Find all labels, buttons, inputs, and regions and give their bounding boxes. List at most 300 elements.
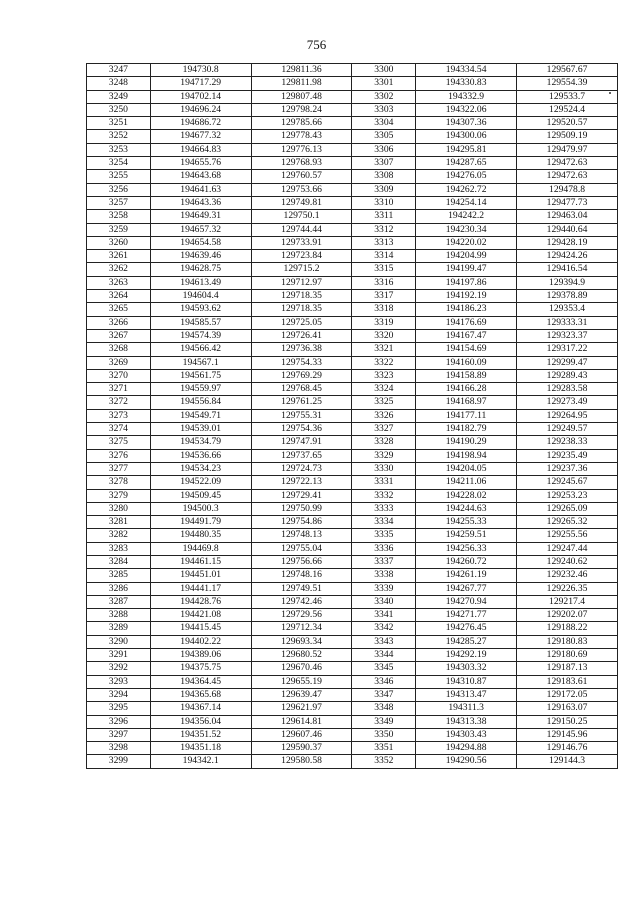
y-coordinate-right: 129472.63: [517, 170, 618, 183]
y-coordinate-right: 129249.57: [517, 423, 618, 436]
x-coordinate-left: 194469.8: [150, 542, 251, 555]
point-number-right: 3326: [352, 409, 416, 422]
y-coordinate-right: 129440.64: [517, 223, 618, 236]
x-coordinate-left: 194730.8: [150, 64, 251, 77]
point-number-left: 3263: [87, 276, 151, 289]
x-coordinate-right: 194276.05: [416, 170, 517, 183]
point-number-left: 3248: [87, 77, 151, 90]
y-coordinate-right: 129479.97: [517, 143, 618, 156]
y-coordinate-right: 129187.13: [517, 662, 618, 675]
table-row: [87, 170, 618, 183]
y-coordinate-left: 129736.38: [251, 343, 352, 356]
y-coordinate-left: 129756.66: [251, 555, 352, 568]
point-number-right: 3311: [352, 210, 416, 223]
point-number-right: 3341: [352, 609, 416, 622]
x-coordinate-left: 194702.14: [150, 90, 251, 103]
x-coordinate-left: 194559.97: [150, 383, 251, 396]
y-coordinate-left: 129750.1: [251, 210, 352, 223]
y-coordinate-right: 129428.19: [517, 236, 618, 249]
point-number-right: 3336: [352, 542, 416, 555]
point-number-left: 3261: [87, 250, 151, 263]
y-coordinate-right: 129463.04: [517, 210, 618, 223]
y-coordinate-left: 129749.81: [251, 196, 352, 209]
point-number-left: 3272: [87, 396, 151, 409]
point-number-left: 3266: [87, 316, 151, 329]
point-number-left: 3249: [87, 90, 151, 103]
y-coordinate-right: 129567.67: [517, 64, 618, 77]
point-number-left: 3273: [87, 409, 151, 422]
point-number-left: 3275: [87, 436, 151, 449]
x-coordinate-right: 194334.54: [416, 64, 517, 77]
y-coordinate-right: 129144.3: [517, 755, 618, 768]
x-coordinate-right: 194332.9: [416, 90, 517, 103]
y-coordinate-left: 129778.43: [251, 130, 352, 143]
y-coordinate-right: 129353.4: [517, 303, 618, 316]
table-row: [87, 250, 618, 263]
y-coordinate-right: 129180.69: [517, 649, 618, 662]
x-coordinate-left: 194639.46: [150, 250, 251, 263]
point-number-right: 3308: [352, 170, 416, 183]
coordinates-table-body: [87, 64, 618, 769]
x-coordinate-left: 194441.17: [150, 582, 251, 595]
y-coordinate-right: 129145.96: [517, 728, 618, 741]
x-coordinate-left: 194389.06: [150, 649, 251, 662]
point-number-right: 3307: [352, 157, 416, 170]
table-row: [87, 423, 618, 436]
y-coordinate-left: 129760.57: [251, 170, 352, 183]
point-number-right: 3345: [352, 662, 416, 675]
x-coordinate-right: 194276.45: [416, 622, 517, 635]
table-row: [87, 183, 618, 196]
x-coordinate-left: 194509.45: [150, 489, 251, 502]
y-coordinate-right: 129477.73: [517, 196, 618, 209]
x-coordinate-right: 194303.32: [416, 662, 517, 675]
point-number-left: 3257: [87, 196, 151, 209]
point-number-left: 3291: [87, 649, 151, 662]
point-number-right: 3320: [352, 329, 416, 342]
point-number-left: 3258: [87, 210, 151, 223]
y-coordinate-right: 129317.22: [517, 343, 618, 356]
point-number-left: 3293: [87, 675, 151, 688]
point-number-left: 3295: [87, 702, 151, 715]
x-coordinate-left: 194415.45: [150, 622, 251, 635]
table-row: [87, 649, 618, 662]
y-coordinate-left: 129580.58: [251, 755, 352, 768]
x-coordinate-right: 194292.19: [416, 649, 517, 662]
point-number-left: 3279: [87, 489, 151, 502]
y-coordinate-left: 129723.84: [251, 250, 352, 263]
x-coordinate-left: 194500.3: [150, 502, 251, 515]
x-coordinate-right: 194166.28: [416, 383, 517, 396]
point-number-right: 3310: [352, 196, 416, 209]
y-coordinate-left: 129811.36: [251, 64, 352, 77]
x-coordinate-right: 194294.88: [416, 742, 517, 755]
x-coordinate-right: 194197.86: [416, 276, 517, 289]
table-row: [87, 622, 618, 635]
y-coordinate-right: 129472.63: [517, 157, 618, 170]
y-coordinate-right: 129217.4: [517, 595, 618, 608]
table-row: [87, 210, 618, 223]
point-number-left: 3282: [87, 529, 151, 542]
table-row: [87, 462, 618, 475]
point-number-right: 3313: [352, 236, 416, 249]
point-number-right: 3333: [352, 502, 416, 515]
x-coordinate-right: 194168.97: [416, 396, 517, 409]
table-row: [87, 609, 618, 622]
point-number-left: 3259: [87, 223, 151, 236]
point-number-right: 3322: [352, 356, 416, 369]
x-coordinate-right: 194254.14: [416, 196, 517, 209]
x-coordinate-right: 194330.83: [416, 77, 517, 90]
y-coordinate-left: 129614.81: [251, 715, 352, 728]
table-row: [87, 502, 618, 515]
x-coordinate-left: 194643.36: [150, 196, 251, 209]
x-coordinate-left: 194567.1: [150, 356, 251, 369]
point-number-right: 3327: [352, 423, 416, 436]
point-number-left: 3297: [87, 728, 151, 741]
point-number-right: 3347: [352, 688, 416, 701]
x-coordinate-right: 194230.34: [416, 223, 517, 236]
y-coordinate-left: 129769.29: [251, 369, 352, 382]
point-number-right: 3339: [352, 582, 416, 595]
table-row: [87, 742, 618, 755]
table-row: [87, 436, 618, 449]
table-row: [87, 476, 618, 489]
point-number-right: 3343: [352, 635, 416, 648]
x-coordinate-right: 194160.09: [416, 356, 517, 369]
point-number-left: 3276: [87, 449, 151, 462]
y-coordinate-right: 129299.47: [517, 356, 618, 369]
table-row: [87, 635, 618, 648]
point-number-right: 3323: [352, 369, 416, 382]
x-coordinate-right: 194307.36: [416, 117, 517, 130]
x-coordinate-right: 194311.3: [416, 702, 517, 715]
x-coordinate-left: 194534.23: [150, 462, 251, 475]
table-row: [87, 582, 618, 595]
x-coordinate-left: 194655.76: [150, 157, 251, 170]
x-coordinate-left: 194364.45: [150, 675, 251, 688]
y-coordinate-left: 129621.97: [251, 702, 352, 715]
y-coordinate-right: 129163.07: [517, 702, 618, 715]
x-coordinate-left: 194556.84: [150, 396, 251, 409]
point-number-left: 3299: [87, 755, 151, 768]
y-coordinate-right: 129240.62: [517, 555, 618, 568]
point-number-left: 3296: [87, 715, 151, 728]
point-number-right: 3337: [352, 555, 416, 568]
table-row: [87, 396, 618, 409]
x-coordinate-right: 194261.19: [416, 569, 517, 582]
point-number-right: 3344: [352, 649, 416, 662]
x-coordinate-left: 194365.68: [150, 688, 251, 701]
page-number: 756: [306, 37, 327, 52]
point-number-right: 3346: [352, 675, 416, 688]
point-number-right: 3324: [352, 383, 416, 396]
point-number-right: 3348: [352, 702, 416, 715]
table-row: [87, 236, 618, 249]
table-row: [87, 223, 618, 236]
y-coordinate-left: 129748.13: [251, 529, 352, 542]
point-number-right: 3309: [352, 183, 416, 196]
point-number-right: 3330: [352, 462, 416, 475]
x-coordinate-right: 194303.43: [416, 728, 517, 741]
y-coordinate-left: 129754.36: [251, 423, 352, 436]
point-number-right: 3300: [352, 64, 416, 77]
point-number-right: 3325: [352, 396, 416, 409]
point-number-left: 3247: [87, 64, 151, 77]
table-row: [87, 369, 618, 382]
y-coordinate-right: 129146.76: [517, 742, 618, 755]
y-coordinate-right: 129226.35: [517, 582, 618, 595]
point-number-left: 3289: [87, 622, 151, 635]
y-coordinate-left: 129729.41: [251, 489, 352, 502]
x-coordinate-left: 194628.75: [150, 263, 251, 276]
table-row: [87, 316, 618, 329]
point-number-right: 3350: [352, 728, 416, 741]
x-coordinate-left: 194613.49: [150, 276, 251, 289]
y-coordinate-right: 129289.43: [517, 369, 618, 382]
y-coordinate-right: 129416.54: [517, 263, 618, 276]
y-coordinate-left: 129722.13: [251, 476, 352, 489]
x-coordinate-right: 194158.89: [416, 369, 517, 382]
y-coordinate-left: 129755.31: [251, 409, 352, 422]
point-number-right: 3329: [352, 449, 416, 462]
point-number-right: 3334: [352, 516, 416, 529]
y-coordinate-right: 129478.8: [517, 183, 618, 196]
table-row: [87, 728, 618, 741]
x-coordinate-right: 194287.65: [416, 157, 517, 170]
point-number-left: 3274: [87, 423, 151, 436]
point-number-right: 3312: [352, 223, 416, 236]
x-coordinate-left: 194351.18: [150, 742, 251, 755]
point-number-left: 3269: [87, 356, 151, 369]
x-coordinate-right: 194313.38: [416, 715, 517, 728]
point-number-right: 3332: [352, 489, 416, 502]
table-row: [87, 356, 618, 369]
point-number-left: 3264: [87, 290, 151, 303]
point-number-right: 3314: [352, 250, 416, 263]
point-number-left: 3290: [87, 635, 151, 648]
y-coordinate-right: 129524.4: [517, 103, 618, 116]
point-number-left: 3280: [87, 502, 151, 515]
x-coordinate-left: 194402.22: [150, 635, 251, 648]
point-number-right: 3319: [352, 316, 416, 329]
x-coordinate-right: 194199.47: [416, 263, 517, 276]
x-coordinate-right: 194192.19: [416, 290, 517, 303]
x-coordinate-left: 194696.24: [150, 103, 251, 116]
point-number-left: 3268: [87, 343, 151, 356]
y-coordinate-left: 129768.45: [251, 383, 352, 396]
y-coordinate-left: 129750.99: [251, 502, 352, 515]
point-number-right: 3351: [352, 742, 416, 755]
point-number-right: 3301: [352, 77, 416, 90]
point-number-left: 3260: [87, 236, 151, 249]
point-number-left: 3294: [87, 688, 151, 701]
y-coordinate-left: 129754.86: [251, 516, 352, 529]
y-coordinate-left: 129755.04: [251, 542, 352, 555]
y-coordinate-right: 129265.32: [517, 516, 618, 529]
x-coordinate-left: 194367.14: [150, 702, 251, 715]
y-coordinate-right: 129424.26: [517, 250, 618, 263]
table-row: [87, 64, 618, 77]
table-row: [87, 263, 618, 276]
y-coordinate-right: 129180.83: [517, 635, 618, 648]
y-coordinate-left: 129776.13: [251, 143, 352, 156]
y-coordinate-left: 129655.19: [251, 675, 352, 688]
x-coordinate-left: 194664.83: [150, 143, 251, 156]
x-coordinate-right: 194271.77: [416, 609, 517, 622]
y-coordinate-left: 129811.98: [251, 77, 352, 90]
x-coordinate-right: 194220.02: [416, 236, 517, 249]
y-coordinate-left: 129748.16: [251, 569, 352, 582]
x-coordinate-right: 194204.05: [416, 462, 517, 475]
point-number-right: 3305: [352, 130, 416, 143]
x-coordinate-left: 194641.63: [150, 183, 251, 196]
y-coordinate-right: 129232.46: [517, 569, 618, 582]
x-coordinate-right: 194285.27: [416, 635, 517, 648]
x-coordinate-left: 194574.39: [150, 329, 251, 342]
point-number-right: 3304: [352, 117, 416, 130]
y-coordinate-right: 129235.49: [517, 449, 618, 462]
point-number-left: 3255: [87, 170, 151, 183]
y-coordinate-right: 129520.57: [517, 117, 618, 130]
x-coordinate-right: 194310.87: [416, 675, 517, 688]
table-row: [87, 542, 618, 555]
y-coordinate-right: 129150.25: [517, 715, 618, 728]
x-coordinate-right: 194242.2: [416, 210, 517, 223]
point-number-right: 3321: [352, 343, 416, 356]
table-row: [87, 103, 618, 116]
y-coordinate-left: 129747.91: [251, 436, 352, 449]
y-coordinate-left: 129693.34: [251, 635, 352, 648]
table-row: [87, 303, 618, 316]
point-number-left: 3250: [87, 103, 151, 116]
y-coordinate-left: 129807.48: [251, 90, 352, 103]
x-coordinate-right: 194267.77: [416, 582, 517, 595]
x-coordinate-left: 194428.76: [150, 595, 251, 608]
y-coordinate-left: 129761.25: [251, 396, 352, 409]
x-coordinate-left: 194677.32: [150, 130, 251, 143]
y-coordinate-left: 129712.97: [251, 276, 352, 289]
x-coordinate-left: 194593.62: [150, 303, 251, 316]
x-coordinate-right: 194177.11: [416, 409, 517, 422]
x-coordinate-left: 194717.29: [150, 77, 251, 90]
x-coordinate-left: 194649.31: [150, 210, 251, 223]
table-row: [87, 702, 618, 715]
y-coordinate-left: 129670.46: [251, 662, 352, 675]
table-row: [87, 675, 618, 688]
point-number-left: 3281: [87, 516, 151, 529]
x-coordinate-right: 194198.94: [416, 449, 517, 462]
x-coordinate-left: 194686.72: [150, 117, 251, 130]
x-coordinate-right: 194270.94: [416, 595, 517, 608]
x-coordinate-right: 194228.02: [416, 489, 517, 502]
table-row: [87, 117, 618, 130]
point-number-right: 3342: [352, 622, 416, 635]
point-number-right: 3331: [352, 476, 416, 489]
x-coordinate-right: 194255.33: [416, 516, 517, 529]
y-coordinate-left: 129768.93: [251, 157, 352, 170]
x-coordinate-left: 194585.57: [150, 316, 251, 329]
y-coordinate-left: 129590.37: [251, 742, 352, 755]
table-row: [87, 130, 618, 143]
x-coordinate-right: 194154.69: [416, 343, 517, 356]
point-number-left: 3284: [87, 555, 151, 568]
x-coordinate-right: 194190.29: [416, 436, 517, 449]
point-number-left: 3267: [87, 329, 151, 342]
point-number-left: 3253: [87, 143, 151, 156]
point-number-left: 3265: [87, 303, 151, 316]
x-coordinate-left: 194421.08: [150, 609, 251, 622]
x-coordinate-right: 194300.06: [416, 130, 517, 143]
y-coordinate-right: 129273.49: [517, 396, 618, 409]
x-coordinate-left: 194604.4: [150, 290, 251, 303]
y-coordinate-left: 129725.05: [251, 316, 352, 329]
x-coordinate-left: 194356.04: [150, 715, 251, 728]
y-coordinate-right: 129533.7: [517, 90, 618, 103]
point-number-right: 3318: [352, 303, 416, 316]
point-number-left: 3254: [87, 157, 151, 170]
y-coordinate-left: 129785.66: [251, 117, 352, 130]
point-number-right: 3335: [352, 529, 416, 542]
point-number-right: 3317: [352, 290, 416, 303]
point-number-right: 3352: [352, 755, 416, 768]
y-coordinate-left: 129724.73: [251, 462, 352, 475]
x-coordinate-right: 194322.06: [416, 103, 517, 116]
point-number-right: 3306: [352, 143, 416, 156]
x-coordinate-left: 194654.58: [150, 236, 251, 249]
x-coordinate-right: 194256.33: [416, 542, 517, 555]
point-number-left: 3278: [87, 476, 151, 489]
y-coordinate-left: 129744.44: [251, 223, 352, 236]
point-number-left: 3283: [87, 542, 151, 555]
table-row: [87, 516, 618, 529]
y-coordinate-left: 129726.41: [251, 329, 352, 342]
y-coordinate-left: 129753.66: [251, 183, 352, 196]
x-coordinate-left: 194539.01: [150, 423, 251, 436]
y-coordinate-right: 129378.89: [517, 290, 618, 303]
x-coordinate-left: 194536.66: [150, 449, 251, 462]
y-coordinate-left: 129718.35: [251, 303, 352, 316]
y-coordinate-right: 129255.56: [517, 529, 618, 542]
x-coordinate-left: 194561.75: [150, 369, 251, 382]
table-row: [87, 755, 618, 768]
x-coordinate-right: 194295.81: [416, 143, 517, 156]
x-coordinate-right: 194313.47: [416, 688, 517, 701]
y-coordinate-right: 129394.9: [517, 276, 618, 289]
x-coordinate-left: 194522.09: [150, 476, 251, 489]
table-row: [87, 569, 618, 582]
point-number-left: 3285: [87, 569, 151, 582]
x-coordinate-right: 194259.51: [416, 529, 517, 542]
y-coordinate-right: 129172.05: [517, 688, 618, 701]
y-coordinate-right: 129554.39: [517, 77, 618, 90]
point-number-left: 3271: [87, 383, 151, 396]
y-coordinate-right: 129509.19: [517, 130, 618, 143]
table-row: [87, 196, 618, 209]
y-coordinate-right: 129283.58: [517, 383, 618, 396]
x-coordinate-right: 194260.72: [416, 555, 517, 568]
y-coordinate-left: 129729.56: [251, 609, 352, 622]
x-coordinate-left: 194549.71: [150, 409, 251, 422]
x-coordinate-right: 194244.63: [416, 502, 517, 515]
point-number-right: 3303: [352, 103, 416, 116]
x-coordinate-left: 194643.68: [150, 170, 251, 183]
x-coordinate-left: 194351.52: [150, 728, 251, 741]
x-coordinate-left: 194342.1: [150, 755, 251, 768]
table-row: [87, 529, 618, 542]
table-row: [87, 290, 618, 303]
point-number-right: 3338: [352, 569, 416, 582]
